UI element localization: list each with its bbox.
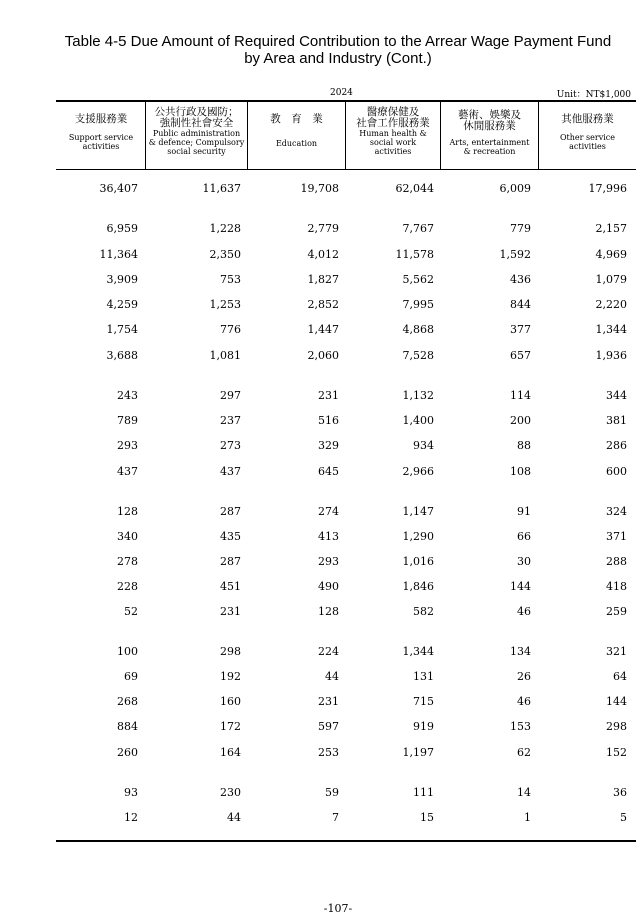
table-cell: 6,959	[106, 222, 138, 235]
table-cell: 231	[318, 695, 339, 708]
table-cell: 381	[606, 414, 627, 427]
year-label: 2024	[330, 88, 353, 98]
table-cell: 2,852	[307, 298, 339, 311]
table-cell: 1,344	[402, 645, 434, 658]
table-cell: 62,044	[395, 182, 434, 195]
table-cell: 2,060	[307, 349, 339, 362]
table-cell: 230	[220, 786, 241, 799]
column-header-public-admin: 公共行政及國防； 強制性社會安全 Public administration & defence; Compulsory social security	[148, 106, 245, 156]
table-cell: 329	[318, 439, 339, 452]
table-cell: 5	[620, 811, 627, 824]
table-cell: 128	[117, 505, 138, 518]
table-body	[56, 0, 636, 924]
table-cell: 1,290	[402, 530, 434, 543]
table-cell: 1,228	[209, 222, 241, 235]
table-cell: 516	[318, 414, 339, 427]
table-row	[56, 248, 636, 264]
table-cell: 111	[413, 786, 434, 799]
table-cell: 298	[606, 720, 627, 733]
table-row	[56, 670, 636, 686]
table-row	[56, 389, 636, 405]
table-cell: 44	[227, 811, 241, 824]
table-cell: 293	[318, 555, 339, 568]
table-cell: 3,909	[106, 273, 138, 286]
table-cell: 297	[220, 389, 241, 402]
table-cell: 340	[117, 530, 138, 543]
table-cell: 93	[124, 786, 138, 799]
table-cell: 4,012	[307, 248, 339, 261]
table-cell: 1,344	[595, 323, 627, 336]
table-cell: 657	[510, 349, 531, 362]
table-row	[56, 323, 636, 339]
table-cell: 108	[510, 465, 531, 478]
table-cell: 160	[220, 695, 241, 708]
table-title: Table 4-5 Due Amount of Required Contribution to the Arrear Wage Payment Fund	[64, 33, 612, 50]
column-header-other: 其他服務業 Other service activities	[560, 113, 615, 151]
table-cell: 11,364	[99, 248, 138, 261]
table-cell: 131	[413, 670, 434, 683]
table-cell: 59	[325, 786, 339, 799]
table-row	[56, 530, 636, 546]
table-cell: 224	[318, 645, 339, 658]
table-cell: 1,447	[307, 323, 339, 336]
table-cell: 69	[124, 670, 138, 683]
table-cell: 192	[220, 670, 241, 683]
table-cell: 437	[220, 465, 241, 478]
table-cell: 1	[524, 811, 531, 824]
table-cell: 26	[517, 670, 531, 683]
table-row	[56, 720, 636, 736]
table-row	[56, 349, 636, 365]
table-cell: 153	[510, 720, 531, 733]
table-cell: 46	[517, 605, 531, 618]
table-cell: 11,578	[395, 248, 434, 261]
table-cell: 1,079	[595, 273, 627, 286]
table-cell: 144	[510, 580, 531, 593]
table-row	[56, 439, 636, 455]
table-cell: 287	[220, 555, 241, 568]
table-cell: 243	[117, 389, 138, 402]
table-cell: 5,562	[402, 273, 434, 286]
table-cell: 597	[318, 720, 339, 733]
table-row	[56, 811, 636, 827]
table-cell: 1,253	[209, 298, 241, 311]
table-cell: 6,009	[499, 182, 531, 195]
table-cell: 88	[517, 439, 531, 452]
table-cell: 1,846	[402, 580, 434, 593]
table-cell: 1,016	[402, 555, 434, 568]
table-cell: 62	[517, 746, 531, 759]
table-cell: 172	[220, 720, 241, 733]
table-cell: 259	[606, 605, 627, 618]
table-cell: 100	[117, 645, 138, 658]
table-cell: 753	[220, 273, 241, 286]
table-cell: 286	[606, 439, 627, 452]
table-cell: 4,868	[402, 323, 434, 336]
table-row	[56, 182, 636, 198]
table-cell: 298	[220, 645, 241, 658]
table-cell: 30	[517, 555, 531, 568]
table-cell: 287	[220, 505, 241, 518]
table-cell: 44	[325, 670, 339, 683]
table-cell: 66	[517, 530, 531, 543]
table-cell: 776	[220, 323, 241, 336]
table-cell: 288	[606, 555, 627, 568]
table-cell: 582	[413, 605, 434, 618]
table-cell: 7	[332, 811, 339, 824]
table-row	[56, 645, 636, 661]
table-cell: 324	[606, 505, 627, 518]
table-cell: 144	[606, 695, 627, 708]
table-cell: 1,936	[595, 349, 627, 362]
table-cell: 1,400	[402, 414, 434, 427]
table-cell: 36,407	[99, 182, 138, 195]
table-cell: 321	[606, 645, 627, 658]
table-cell: 36	[613, 786, 627, 799]
table-cell: 435	[220, 530, 241, 543]
table-cell: 934	[413, 439, 434, 452]
table-row	[56, 505, 636, 521]
table-row	[56, 298, 636, 314]
table-cell: 715	[413, 695, 434, 708]
table-title-cont: by Area and Industry (Cont.)	[244, 50, 432, 67]
table-cell: 2,157	[595, 222, 627, 235]
table-cell: 19,708	[300, 182, 339, 195]
column-header-health: 醫療保健及 社會工作服務業 Human health & social work activities	[356, 106, 430, 156]
table-cell: 371	[606, 530, 627, 543]
table-cell: 436	[510, 273, 531, 286]
table-cell: 1,197	[402, 746, 434, 759]
table-cell: 451	[220, 580, 241, 593]
table-cell: 273	[220, 439, 241, 452]
table-cell: 91	[517, 505, 531, 518]
table-cell: 600	[606, 465, 627, 478]
table-row	[56, 273, 636, 289]
table-cell: 7,528	[402, 349, 434, 362]
table-cell: 12	[124, 811, 138, 824]
table-cell: 231	[220, 605, 241, 618]
table-cell: 260	[117, 746, 138, 759]
table-cell: 344	[606, 389, 627, 402]
table-cell: 46	[517, 695, 531, 708]
table-cell: 645	[318, 465, 339, 478]
table-cell: 437	[117, 465, 138, 478]
table-cell: 1,081	[209, 349, 241, 362]
table-row	[56, 555, 636, 571]
table-cell: 1,132	[402, 389, 434, 402]
table-cell: 919	[413, 720, 434, 733]
table-cell: 114	[510, 389, 531, 402]
column-header-support: 支援服務業 Support service activities	[68, 113, 134, 151]
column-header-education: 教 育 業 Education	[270, 113, 323, 148]
table-cell: 14	[517, 786, 531, 799]
table-cell: 490	[318, 580, 339, 593]
table-cell: 164	[220, 746, 241, 759]
table-cell: 64	[613, 670, 627, 683]
table-cell: 1,147	[402, 505, 434, 518]
table-row	[56, 580, 636, 596]
table-cell: 418	[606, 580, 627, 593]
table-cell: 789	[117, 414, 138, 427]
table-cell: 2,966	[402, 465, 434, 478]
table-cell: 3,688	[106, 349, 138, 362]
table-cell: 17,996	[588, 182, 627, 195]
table-cell: 15	[420, 811, 434, 824]
table-cell: 152	[606, 746, 627, 759]
table-cell: 253	[318, 746, 339, 759]
table-cell: 134	[510, 645, 531, 658]
table-cell: 2,350	[209, 248, 241, 261]
table-cell: 228	[117, 580, 138, 593]
table-cell: 844	[510, 298, 531, 311]
table-cell: 1,754	[106, 323, 138, 336]
table-cell: 377	[510, 323, 531, 336]
table-cell: 268	[117, 695, 138, 708]
table-row	[56, 786, 636, 802]
table-cell: 293	[117, 439, 138, 452]
table-cell: 52	[124, 605, 138, 618]
table-row	[56, 746, 636, 762]
table-cell: 884	[117, 720, 138, 733]
table-cell: 278	[117, 555, 138, 568]
column-header-arts: 藝術、娛樂及 休閒服務業 Arts, entertainment & recreation	[449, 109, 530, 156]
table-cell: 7,767	[402, 222, 434, 235]
table-row	[56, 222, 636, 238]
unit-label: Unit：NT$1,000	[556, 90, 631, 100]
table-row	[56, 695, 636, 711]
table-row	[56, 465, 636, 481]
table-cell: 11,637	[202, 182, 241, 195]
table-row	[56, 414, 636, 430]
table-cell: 237	[220, 414, 241, 427]
table-cell: 2,779	[307, 222, 339, 235]
page-number: -107-	[323, 902, 353, 915]
table-row	[56, 605, 636, 621]
table-cell: 4,969	[595, 248, 627, 261]
table-cell: 1,592	[499, 248, 531, 261]
table-cell: 779	[510, 222, 531, 235]
table-cell: 4,259	[106, 298, 138, 311]
table-cell: 413	[318, 530, 339, 543]
table-cell: 200	[510, 414, 531, 427]
table-cell: 2,220	[595, 298, 627, 311]
table-cell: 274	[318, 505, 339, 518]
table-cell: 1,827	[307, 273, 339, 286]
table-cell: 231	[318, 389, 339, 402]
table-cell: 128	[318, 605, 339, 618]
table-cell: 7,995	[402, 298, 434, 311]
